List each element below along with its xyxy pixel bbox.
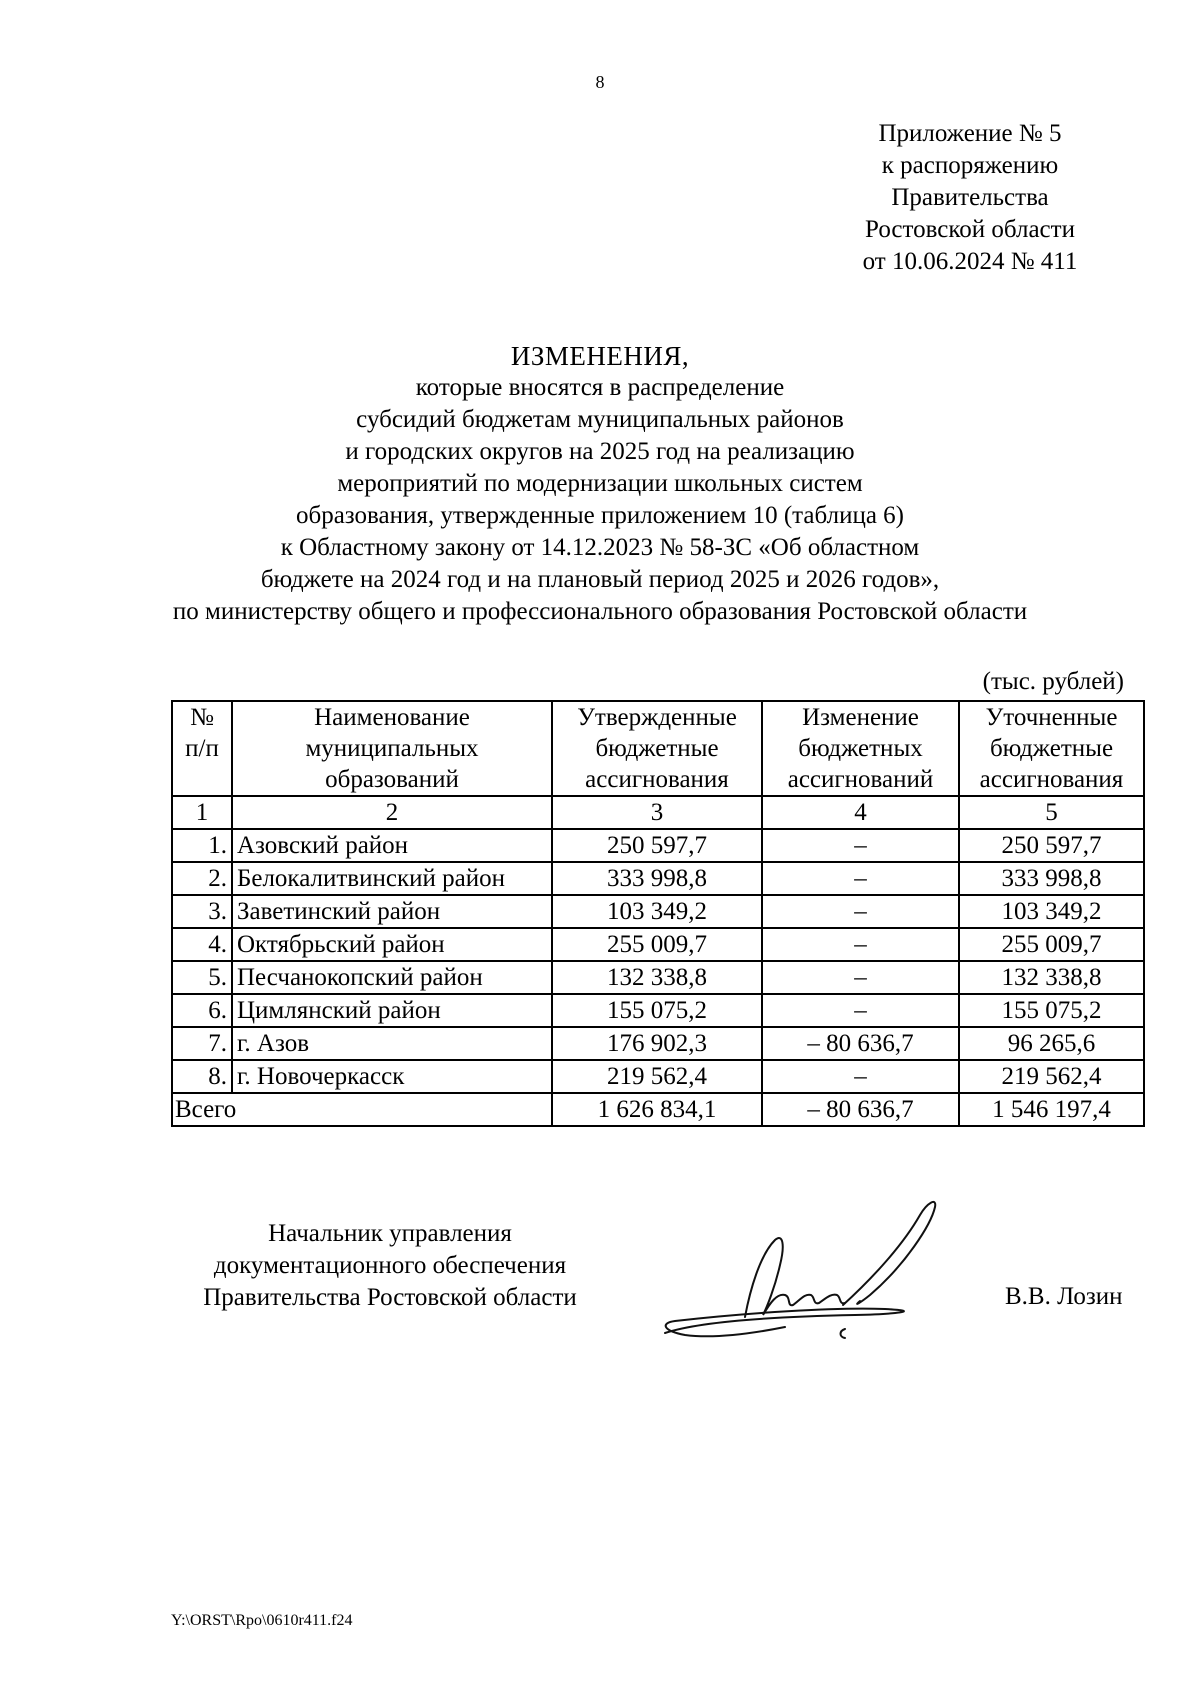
units-label: (тыс. рублей) (982, 668, 1124, 695)
signer-line: документационного обеспечения (213, 1252, 567, 1279)
signer-position (165, 1218, 615, 1314)
appendix-line: Ростовской области (865, 216, 1075, 243)
municipality-name: г. Азов (232, 1027, 552, 1060)
row-number: 7. (172, 1027, 232, 1060)
approved-value: 219 562,4 (552, 1060, 762, 1093)
signer-line: Начальник управления (268, 1220, 512, 1247)
signer-name: В.В. Лозин (1005, 1283, 1123, 1310)
revised-value: 103 349,2 (959, 895, 1144, 928)
revised-value: 255 009,7 (959, 928, 1144, 961)
column-number: 2 (232, 796, 552, 829)
title-line: по министерству общего и профессионального образования Ростовской области (172, 598, 1028, 625)
revised-value: 219 562,4 (959, 1060, 1144, 1093)
revised-value: 132 338,8 (959, 961, 1144, 994)
table-row (172, 862, 1144, 895)
row-number: 3. (172, 895, 232, 928)
revised-value: 333 998,8 (959, 862, 1144, 895)
signer-line: Правительства Ростовской области (203, 1284, 577, 1311)
change-value: – (762, 862, 959, 895)
row-number: 4. (172, 928, 232, 961)
approved-value: 250 597,7 (552, 829, 762, 862)
table-row (172, 961, 1144, 994)
title-line: бюджете на 2024 год и на плановый период 2025 и 2026 годов», (260, 566, 940, 593)
table-row (172, 994, 1144, 1027)
row-number: 5. (172, 961, 232, 994)
title-heading: ИЗМЕНЕНИЯ, (510, 341, 690, 371)
title-line: субсидий бюджетам муниципальных районов (356, 406, 844, 433)
municipality-name: Октябрьский район (232, 928, 552, 961)
row-number: 1. (172, 829, 232, 862)
revised-value: 250 597,7 (959, 829, 1144, 862)
approved-value: 132 338,8 (552, 961, 762, 994)
column-number: 3 (552, 796, 762, 829)
change-value: – (762, 961, 959, 994)
approved-value: 155 075,2 (552, 994, 762, 1027)
approved-value: 255 009,7 (552, 928, 762, 961)
table-header-row (172, 701, 1144, 796)
file-path-footer: Y:\ORST\Rpo\0610r411.f24 (171, 1612, 353, 1629)
appendix-line: Приложение № 5 (878, 120, 1062, 147)
column-number: 4 (762, 796, 959, 829)
document-title (100, 340, 1100, 628)
header-revised: Уточненные бюджетные ассигнования (959, 701, 1144, 796)
column-number-row (172, 796, 1144, 829)
budget-table (171, 700, 1145, 1127)
change-value: – (762, 829, 959, 862)
title-line: к Областному закону от 14.12.2023 № 58-ЗС «Об областном (280, 534, 920, 561)
row-number: 2. (172, 862, 232, 895)
revised-value: 155 075,2 (959, 994, 1144, 1027)
municipality-name: Песчанокопский район (232, 961, 552, 994)
appendix-line: Правительства (891, 184, 1049, 211)
municipality-name: Белокалитвинский район (232, 862, 552, 895)
municipality-name: Цимлянский район (232, 994, 552, 1027)
total-approved: 1 626 834,1 (552, 1093, 762, 1126)
change-value: – (762, 994, 959, 1027)
row-number: 8. (172, 1060, 232, 1093)
appendix-line: от 10.06.2024 № 411 (862, 248, 1078, 275)
municipality-name: Заветинский район (232, 895, 552, 928)
header-approved: Утвержденные бюджетные ассигнования (552, 701, 762, 796)
title-line: и городских округов на 2025 год на реализацию (345, 438, 855, 465)
table-row (172, 829, 1144, 862)
title-line: которые вносятся в распределение (415, 374, 785, 401)
appendix-reference (840, 118, 1100, 278)
total-label: Всего (172, 1093, 552, 1126)
change-value: – (762, 1060, 959, 1093)
table-total-row (172, 1093, 1144, 1126)
header-change: Изменение бюджетных ассигнований (762, 701, 959, 796)
title-line: образования, утвержденные приложением 10 (таблица 6) (295, 502, 905, 529)
header-municipality: Наименование муниципальных образований (232, 701, 552, 796)
column-number: 1 (172, 796, 232, 829)
appendix-line: к распоряжению (881, 152, 1059, 179)
approved-value: 333 998,8 (552, 862, 762, 895)
page-number: 8 (595, 72, 605, 92)
approved-value: 176 902,3 (552, 1027, 762, 1060)
change-value: – (762, 895, 959, 928)
handwritten-signature (655, 1195, 985, 1345)
header-number: № п/п (172, 701, 232, 796)
change-value: – 80 636,7 (762, 1027, 959, 1060)
table-row (172, 895, 1144, 928)
total-change: – 80 636,7 (762, 1093, 959, 1126)
municipality-name: Азовский район (232, 829, 552, 862)
row-number: 6. (172, 994, 232, 1027)
change-value: – (762, 928, 959, 961)
table-row (172, 928, 1144, 961)
revised-value: 96 265,6 (959, 1027, 1144, 1060)
table-row (172, 1060, 1144, 1093)
table-row (172, 1027, 1144, 1060)
municipality-name: г. Новочеркасск (232, 1060, 552, 1093)
column-number: 5 (959, 796, 1144, 829)
title-line: мероприятий по модернизации школьных систем (337, 470, 863, 497)
total-revised: 1 546 197,4 (959, 1093, 1144, 1126)
approved-value: 103 349,2 (552, 895, 762, 928)
